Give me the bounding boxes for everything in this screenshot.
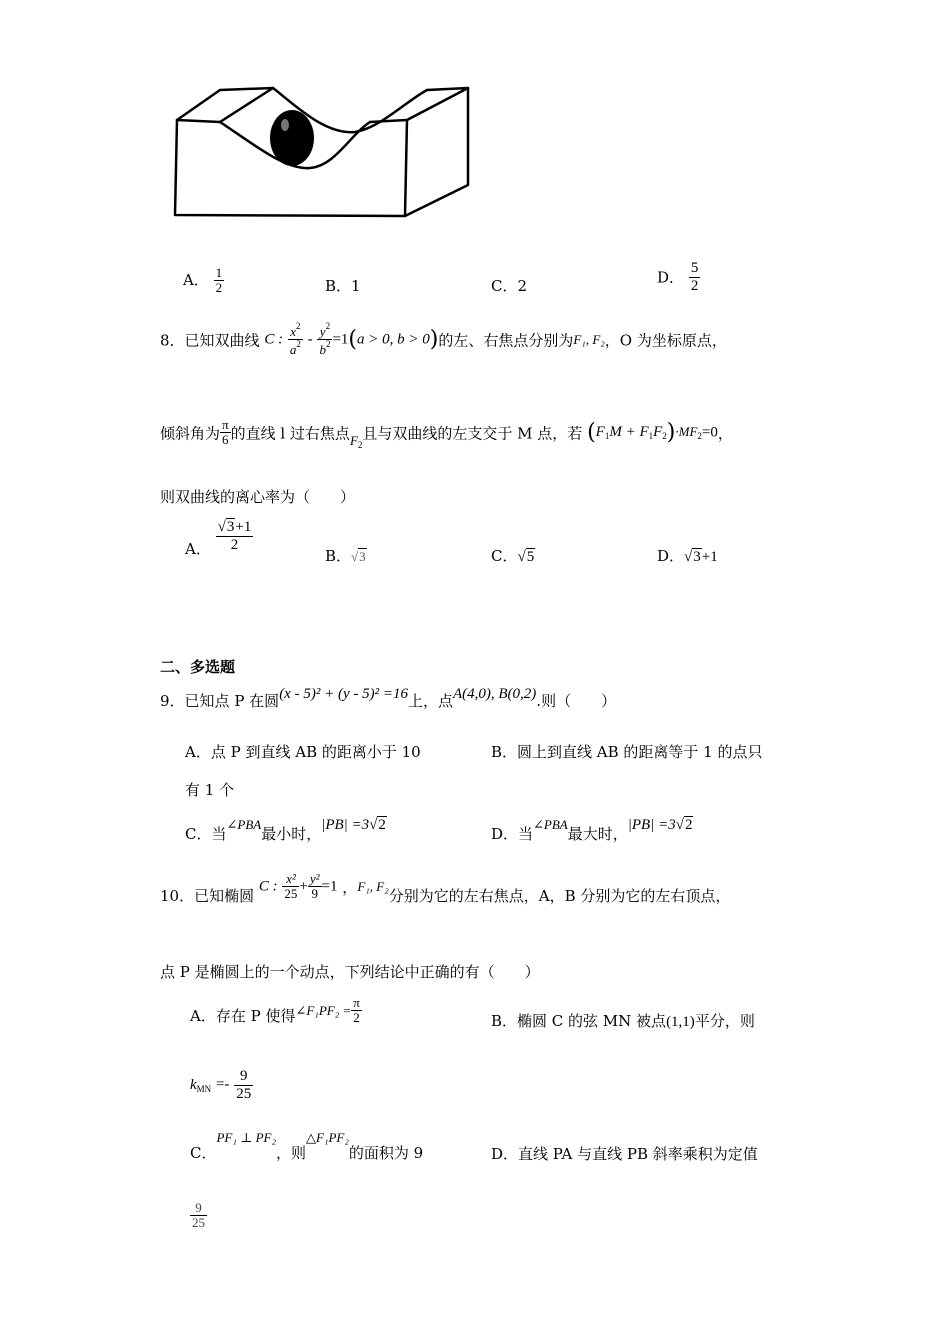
- q8-a-root: 3: [226, 519, 235, 535]
- q9-option-a[interactable]: A．点 P 到直线 AB 的距离小于 10: [185, 743, 421, 761]
- q10-x-den: 25: [284, 886, 298, 902]
- q10-c-expr: PF₁ ⊥ PF₂: [216, 1130, 277, 1145]
- q8-vec-e: =0: [701, 424, 718, 441]
- q8-stem-line2: 倾斜角为 $\frac{\pi}{6}$ 的直线 l 过右焦点$F_2$且与双曲线的左支交于 M 点，若 $(F_1M + F_1F_2)\cdot MF_2=0$，: [160, 417, 733, 450]
- q10-a-den: 2: [351, 1010, 362, 1025]
- q9-d-b: 最大时，: [567, 825, 628, 843]
- q10-stem-a: 分别为它的左右焦点，A，B 分别为它的左右顶点，: [388, 886, 731, 905]
- q8-pi-six: [220, 418, 231, 448]
- q10-kmn-num: 9: [239, 1068, 248, 1084]
- q9-circle-eq: (x - 5)² + (y - 5)² =16: [279, 686, 408, 702]
- q9-c-a: C．当: [185, 825, 227, 843]
- q9-c-val: |PB| =3: [321, 817, 370, 833]
- q8-option-b-label: B．: [325, 547, 352, 565]
- q7-a-num: 1: [215, 265, 223, 280]
- q9-c-angle: ∠PBA: [226, 817, 262, 832]
- q8-option-d-label: D．: [657, 547, 685, 565]
- q7-option-b[interactable]: B．1: [325, 277, 361, 295]
- q8-a-plus: +1: [235, 519, 252, 535]
- q9-stem: [160, 686, 616, 711]
- q8-eq-x-sq: 2: [296, 321, 301, 331]
- q8-f2: F: [349, 432, 358, 448]
- q10-c-tri: △F₁PF₂: [306, 1130, 349, 1145]
- q10-eq-c: C :: [258, 878, 278, 895]
- q10-xfrac: [282, 872, 299, 902]
- q8-d-root: 3: [693, 549, 701, 565]
- q8-stem-intro: 已知双曲线: [184, 331, 260, 350]
- q8-vec-c: F: [653, 424, 663, 441]
- q8-eq-yfrac: [317, 322, 332, 358]
- q10-kmn-frac: [234, 1068, 253, 1102]
- q7-option-a-label: A．: [183, 270, 209, 289]
- q8-f1f2: F₁, F₂: [573, 331, 605, 347]
- q10-option-c[interactable]: [190, 1128, 423, 1163]
- q10-option-b-kmn: [190, 1068, 253, 1102]
- groove-block-figure: [165, 80, 480, 225]
- q10-f1f2: F₁, F₂: [357, 878, 389, 894]
- q10-x-num: x²: [286, 871, 296, 886]
- q10-a-expr: ∠F₁PF₂ =: [295, 1002, 352, 1018]
- q9-points: A(4,0), B(0,2): [452, 686, 537, 702]
- q10-c-label: C．: [190, 1144, 217, 1162]
- q10-a-frac: [351, 996, 362, 1026]
- q10-plus: +: [299, 878, 308, 895]
- q10-option-d[interactable]: D．直线 PA 与直线 PB 斜率乘积为定值: [491, 1145, 758, 1163]
- q8-option-b[interactable]: B．√3: [325, 547, 366, 565]
- q10-yfrac: [308, 872, 322, 902]
- q10-kmn: k: [190, 1076, 197, 1093]
- q8-eq-rest: =1: [332, 331, 349, 348]
- q8-vec-b: M + F: [609, 424, 649, 441]
- q10-a-a: A．存在 P 使得: [190, 1006, 296, 1025]
- q8-option-a-label: A．: [185, 540, 211, 558]
- q9-option-d[interactable]: D．当∠PBA最大时，|PB| =3√2: [491, 817, 693, 843]
- q10-kmn-eq: =-: [215, 1076, 230, 1093]
- q8-option-d[interactable]: D．√3+1: [657, 547, 718, 565]
- q9-c-b: 最小时，: [261, 825, 322, 843]
- q8-option-a-fraction: $\frac{√3+1}{2}$: [217, 519, 252, 553]
- q8-option-a[interactable]: [185, 519, 253, 559]
- q10-stem-line2: 点 P 是椭圆上的一个动点，下列结论中正确的有（ ）: [160, 963, 540, 981]
- q8-stem-line1: 8．已知双曲线 C : $\frac{x^2}{a^2}$ - $\frac{y^2}{b^2}$ =1(a > 0, b > 0)的左、右焦点分别为F₁, F₂，O 为坐标原点，: [160, 321, 727, 358]
- q8-d-plus: +1: [701, 549, 718, 565]
- q9-d-angle: ∠PBA: [533, 817, 568, 832]
- q8-line2-end: ，: [717, 424, 733, 443]
- q8-eq-cond: a > 0, b > 0: [357, 331, 430, 348]
- q10-stem-line1: [160, 872, 730, 906]
- q8-b-root: 3: [359, 549, 366, 564]
- q7-option-d-fraction: [689, 260, 701, 294]
- q10-c-end: 的面积为 9: [348, 1144, 424, 1162]
- q8-c-root: 5: [526, 549, 535, 565]
- q10-y-den: 9: [308, 886, 322, 901]
- q9-d-a: D．当: [491, 825, 534, 843]
- q8-eq-y: y: [319, 324, 326, 339]
- q8-eq-y-sq: 2: [325, 321, 331, 331]
- q8-option-c-label: C．: [491, 547, 518, 565]
- q10-d-den: 25: [192, 1215, 205, 1231]
- q7-d-num: 5: [690, 260, 699, 276]
- q8-line2-b: 的直线 l 过右焦点: [230, 424, 350, 443]
- q10-d-num: 9: [195, 1200, 202, 1215]
- q10-option-a[interactable]: [190, 996, 362, 1026]
- q8-vec-d: ·MF: [675, 424, 698, 440]
- q9-stem-c: .则（ ）: [536, 692, 617, 710]
- q9-d-root: 2: [684, 817, 693, 833]
- q8-eq-x: x: [290, 324, 297, 339]
- q9-option-b-cont: 有 1 个: [185, 781, 235, 799]
- q7-option-d[interactable]: [657, 260, 700, 294]
- q9-c-root: 2: [378, 817, 386, 833]
- q8-six: 6: [220, 432, 231, 447]
- q9-d-val: |PB| =3: [627, 817, 676, 833]
- q8-stem-line3: 则双曲线的离心率为（ ）: [160, 488, 356, 506]
- q10-b-point: (1,1): [666, 1014, 695, 1030]
- q8-pi: π: [222, 417, 229, 432]
- q8-number: 8．: [160, 331, 185, 350]
- q8-vec-a: F: [595, 424, 605, 441]
- q10-option-d-fraction: [190, 1201, 207, 1231]
- q7-a-den: 2: [215, 280, 223, 296]
- q8-line2-a: 倾斜角为: [160, 424, 221, 443]
- q8-eq-c: C :: [264, 331, 284, 348]
- q9-number: 9．: [160, 692, 185, 710]
- q9-stem-b: 上，点: [407, 692, 453, 710]
- q10-number: 10．已知椭圆: [160, 886, 255, 905]
- q8-eq-xfrac: [288, 322, 303, 358]
- q7-option-a-fraction: [214, 266, 225, 296]
- q10-kmn-den: 25: [236, 1085, 252, 1102]
- q8-eq-b: b: [319, 342, 326, 358]
- q10-b-text: B．椭圆 C 的弦 MN 被点: [491, 1012, 667, 1030]
- q7-option-a[interactable]: [183, 266, 224, 296]
- q10-c-mid: ，则: [276, 1144, 307, 1162]
- q10-kmn-sub: MN: [196, 1083, 212, 1094]
- section-heading: 二、多选题: [160, 658, 236, 676]
- q10-option-b[interactable]: [491, 1010, 755, 1031]
- q10-y-num: y²: [309, 871, 320, 886]
- q8-line2-c: 且与双曲线的左支交于 M 点，若: [362, 424, 583, 443]
- q8-a-den: 2: [216, 536, 254, 554]
- q8-stem-origin: ，O 为坐标原点，: [604, 331, 727, 350]
- q8-eq-b-sq: 2: [325, 339, 331, 350]
- q10-comma: ，: [342, 878, 358, 897]
- q10-b-end: 平分，则: [694, 1012, 755, 1030]
- q10-eq-rest: =1: [321, 878, 338, 895]
- q10-a-num: π: [353, 995, 360, 1010]
- q8-stem-foci: 的左、右焦点分别为: [438, 331, 574, 350]
- q8-eq-a-sq: 2: [296, 339, 301, 350]
- q8-eq-a: a: [289, 342, 297, 358]
- q7-option-c[interactable]: C．2: [491, 277, 528, 295]
- q8-option-c[interactable]: C．√5: [491, 547, 535, 565]
- q9-stem-a: 已知点 P 在圆: [184, 692, 280, 710]
- q9-option-b[interactable]: B．圆上到直线 AB 的距离等于 1 的点只: [491, 743, 763, 761]
- q7-option-d-label: D．: [657, 268, 685, 287]
- q7-d-den: 2: [690, 277, 699, 294]
- q9-option-c[interactable]: C．当∠PBA最小时，|PB| =3√2: [185, 817, 386, 843]
